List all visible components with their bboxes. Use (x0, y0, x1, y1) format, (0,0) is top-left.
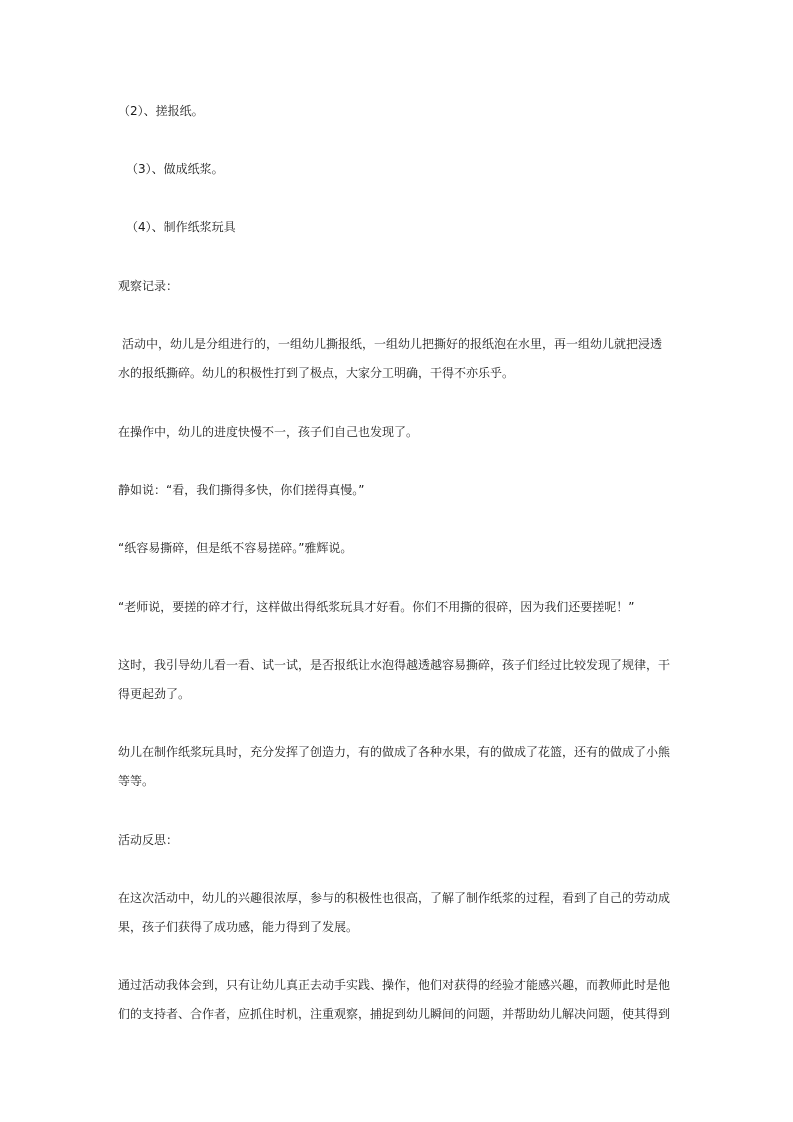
paragraph-line: 幼儿在制作纸浆玩具时，充分发挥了创造力，有的做成了各种水果，有的做成了花篮，还有的做成了小熊 (118, 745, 671, 759)
quote-line: 静如说：“看，我们撕得多快，你们搓得真慢。” (118, 483, 365, 497)
paragraph-line: 活动中，幼儿是分组进行的，一组幼儿撕报纸，一组幼儿把撕好的报纸泡在水里，再一组幼儿就把浸透 (122, 337, 663, 351)
step-4-line: （4）、制作纸浆玩具 (126, 220, 236, 234)
reflection-heading: 活动反思： (118, 833, 179, 847)
observation-heading: 观察记录： (118, 279, 179, 293)
step-2-line: （2）、搓报纸。 (118, 104, 204, 118)
step-3-line: （3）、做成纸浆。 (126, 162, 224, 176)
paragraph-line: 水的报纸撕碎。幼儿的积极性打到了极点，大家分工明确，干得不亦乐乎。 (118, 366, 515, 380)
paragraph-line: 得更起劲了。 (118, 687, 191, 701)
quote-line: “老师说，要搓的碎才行，这样做出得纸浆玩具才好看。你们不用撕的很碎，因为我们还要搓呢！” (118, 600, 635, 614)
paragraph-line: 等等。 (118, 774, 155, 788)
paragraph-line: 们的支持者、合作者，应抓住时机，注重观察，捕捉到幼儿瞬间的问题，并帮助幼儿解决问题，使其得到 (118, 1007, 671, 1021)
paragraph-line: 通过活动我体会到，只有让幼儿真正去动手实践、操作，他们对获得的经验才能感兴趣，而教师此时是他 (118, 978, 671, 992)
paragraph-line: 在这次活动中，幼儿的兴趣很浓厚，参与的积极性也很高，了解了制作纸浆的过程，看到了自己的劳动成 (118, 891, 671, 905)
paragraph-line: 果，孩子们获得了成功感，能力得到了发展。 (118, 920, 359, 934)
quote-line: “纸容易撕碎，但是纸不容易搓碎。”雅辉说。 (118, 541, 353, 555)
paragraph-line: 在操作中，幼儿的进度快慢不一，孩子们自己也发现了。 (118, 425, 419, 439)
paragraph-line: 这时，我引导幼儿看一看、试一试，是否报纸让水泡得越透越容易撕碎，孩子们经过比较发现了规律，干 (118, 658, 671, 672)
